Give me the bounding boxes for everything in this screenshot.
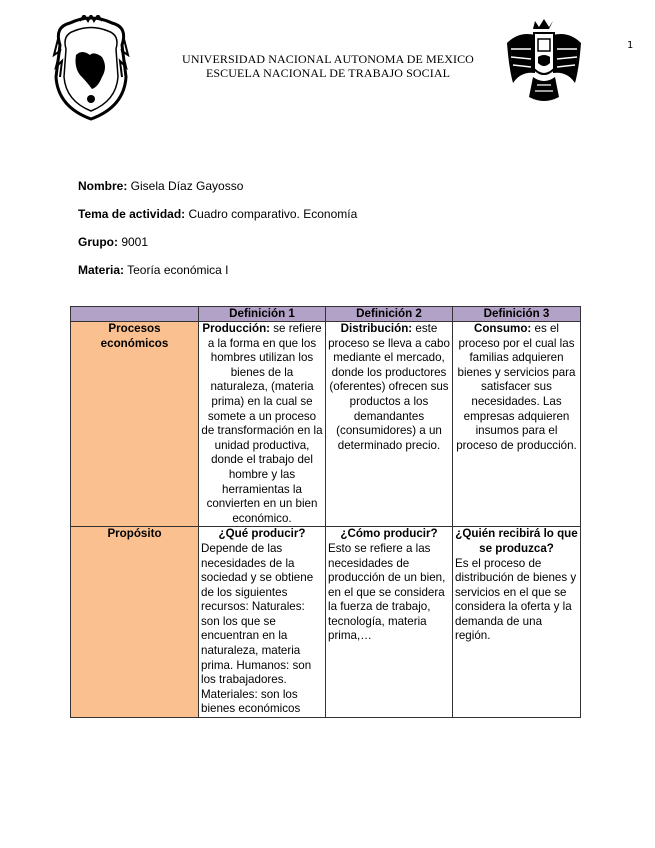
field-materia: Materia: Teoría económica I xyxy=(78,263,229,277)
column-header-definition-3: Definición 3 xyxy=(453,307,581,322)
field-grupo: Grupo: 9001 xyxy=(78,235,149,249)
table-row xyxy=(71,322,581,527)
table-header-row xyxy=(71,307,581,322)
school-name: ESCUELA NACIONAL DE TRABAJO SOCIAL xyxy=(205,66,451,80)
cell-distribucion: Distribución: este proceso se lleva a cabo mediante el mercado, donde los productores (oferentes) ofrecen sus productos a los demandantes (consumidores) a un determinado precio. xyxy=(326,322,453,527)
table-row xyxy=(71,527,581,718)
field-tema: Tema de actividad: Cuadro comparativo. Economía xyxy=(78,207,358,221)
ents-eagle-crest-logo xyxy=(505,13,583,105)
page-number: 1 xyxy=(626,40,633,51)
student-info xyxy=(78,178,357,290)
unam-seal-logo xyxy=(52,15,130,121)
university-name: UNIVERSIDAD NACIONAL AUTONOMA DE MEXICO xyxy=(182,52,474,66)
cell-que-producir: ¿Qué producir? Depende de las necesidades de la sociedad y se obtiene de los siguientes recursos: Naturales: son los que se encuentran en la naturaleza, materia prima. Humanos: son los trabajadores. Materiales: son los bienes económicos xyxy=(199,527,326,718)
cell-quien-recibira: ¿Quién recibirá lo que se produzca? Es el proceso de distribución de bienes y servicios en el que se considera la oferta y la demanda de una región. xyxy=(453,527,581,718)
column-header-definition-2: Definición 2 xyxy=(326,307,453,322)
row-label-procesos: Procesos económicos xyxy=(71,322,199,527)
table-corner-cell xyxy=(71,307,199,322)
cell-como-producir: ¿Cómo producir? Esto se refiere a las necesidades de producción de un bien, en el que se considera la fuerza de trabajo, tecnología, materia prima,… xyxy=(326,527,453,718)
cell-produccion: Producción: se refiere a la forma en que los hombres utilizan los bienes de la naturaleza, (materia prima) en la cual se somete a un proceso de transformación en la unidad productiva, donde el trabajo del hombre y las herramientas la convierten en un bien económico. xyxy=(199,322,326,527)
field-nombre: Nombre: Gisela Díaz Gayosso xyxy=(78,179,244,193)
cell-consumo: Consumo: es el proceso por el cual las familias adquieren bienes y servicios para satisfacer sus necesidades. Las empresas adquieren insumos para el proceso de producción. xyxy=(453,322,581,527)
comparison-table xyxy=(70,306,581,718)
row-label-proposito: Propósito xyxy=(71,527,199,718)
document-header xyxy=(148,52,508,80)
column-header-definition-1: Definición 1 xyxy=(199,307,326,322)
